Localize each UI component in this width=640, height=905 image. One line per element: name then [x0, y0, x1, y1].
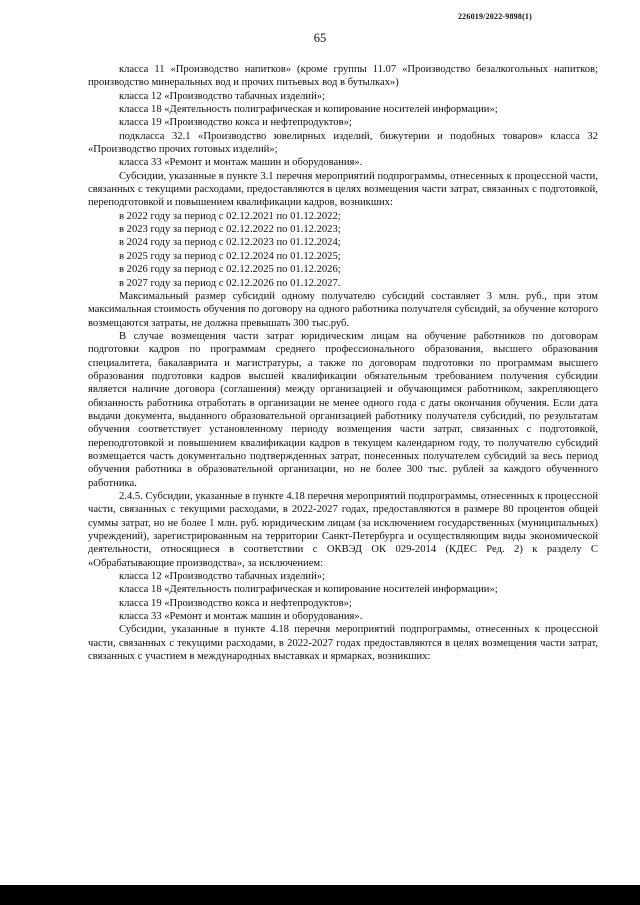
list-item: в 2026 году за период с 02.12.2025 по 01.12.2026; [119, 264, 341, 276]
paragraph: Максимальный размер субсидий одному получателю субсидий составляет 3 млн. руб., при этом максимальная стоимость обучения по договору на одного работника получателя субсидий, за обучение которого возмещаются затраты, не должна превышать 300 тыс.руб. [88, 290, 598, 329]
list-item: класса 18 «Деятельность полиграфическая и копирование носителей информации»; [119, 584, 498, 596]
list-item: класса 33 «Ремонт и монтаж машин и оборудования». [119, 611, 363, 623]
paragraph: Субсидии, указанные в пункте 4.18 перечня мероприятий подпрограммы, отнесенных к процессной части, связанных с текущими расходами, в 2022-2027 годах предоставляются в целях возмещения части затрат, связанных с участием в международных выставках и ярмарках, возникших: [88, 624, 598, 663]
paragraph: класса 11 «Производство напитков» (кроме группы 11.07 «Производство безалкогольных напитков; производство минеральных вод и прочих питьевых вод в бутылках») [88, 64, 598, 89]
paragraph: 2.4.5. Субсидии, указанные в пункте 4.18 перечня мероприятий подпрограммы, отнесенных к процессной части, связанных с текущими расходами, в 2022-2027 годах, предоставляются в размере 80 процентов общей суммы затрат, но не более 1 млн. руб. юридическим лицам (за исключением государственных (муниципальных) учреждений), зарегистрированным на территории Санкт-Петербурга и осуществляющим виды экономической деятельности, относящиеся в соответствии с ОКВЭД ОК 029-2014 (КДЕС Ред. 2) к разделу С «Обрабатывающие производства», за исключением: [88, 491, 598, 569]
paragraph: подкласса 32.1 «Производство ювелирных изделий, бижутерии и подобных товаров» класса 32 «Производство прочих готовых изделий»; [88, 130, 598, 156]
paragraph: Субсидии, указанные в пункте 3.1 перечня мероприятий подпрограммы, отнесенных к процессной части, связанных с текущими расходами, предоставляются в целях возмещения части затрат, связанных с подготовкой, переподготовкой и повышением квалификации кадров, возникших: [88, 170, 598, 209]
list-item: в 2027 году за период с 02.12.2026 по 01.12.2027. [119, 277, 341, 289]
document-id: 226019/2022-9898(1) [457, 12, 532, 21]
list-item: класса 33 «Ремонт и монтаж машин и оборудования». [119, 157, 363, 169]
document-body [88, 63, 598, 663]
paragraph: В случае возмещения части затрат юридическим лицам на обучение работников по договорам подготовки кадров по программам среднего профессионального образования, высшего образования специалитета, бакалавриата и магистратуры, а также по договорам подготовки по программам высшего образования подготовки кадров высшей квалификации обязательным требованием получения субсидии является наличие договора (соглашения) между организацией и обучающимся работником, закрепляющего обязанность работника отработать в организации не менее одного года с даты окончания обучения. Если дата выдачи документа, выданного образовательной организацией работнику получателя субсидий, по результатам обучения соответствует установленному периоду возмещения части затрат, связанных с подготовкой, переподготовкой и повышением квалификации кадров в текущем календарном году, то получателю субсидий возмещается часть документально подтвержденных затрат, понесенных получателем субсидий за весь период обучения работника в образовательной организации, но не более 300 тыс. рублей за каждого обученного работника. [88, 330, 598, 489]
list-item: класса 12 «Производство табачных изделий»; [119, 90, 325, 102]
list-item: в 2022 году за период с 02.12.2021 по 01.12.2022; [119, 210, 341, 222]
list-item: класса 19 «Производство кокса и нефтепродуктов»; [119, 597, 352, 609]
list-item: класса 12 «Производство табачных изделий»; [119, 571, 325, 583]
scan-border [0, 885, 640, 905]
list-item: в 2025 году за период с 02.12.2024 по 01.12.2025; [119, 250, 341, 262]
page-number: 65 [313, 31, 327, 45]
list-item: в 2024 году за период с 02.12.2023 по 01.12.2024; [119, 237, 341, 249]
list-item: в 2023 году за период с 02.12.2022 по 01.12.2023; [119, 224, 341, 236]
list-item: класса 19 «Производство кокса и нефтепродуктов»; [119, 117, 352, 129]
list-item: класса 18 «Деятельность полиграфическая и копирование носителей информации»; [119, 104, 498, 116]
